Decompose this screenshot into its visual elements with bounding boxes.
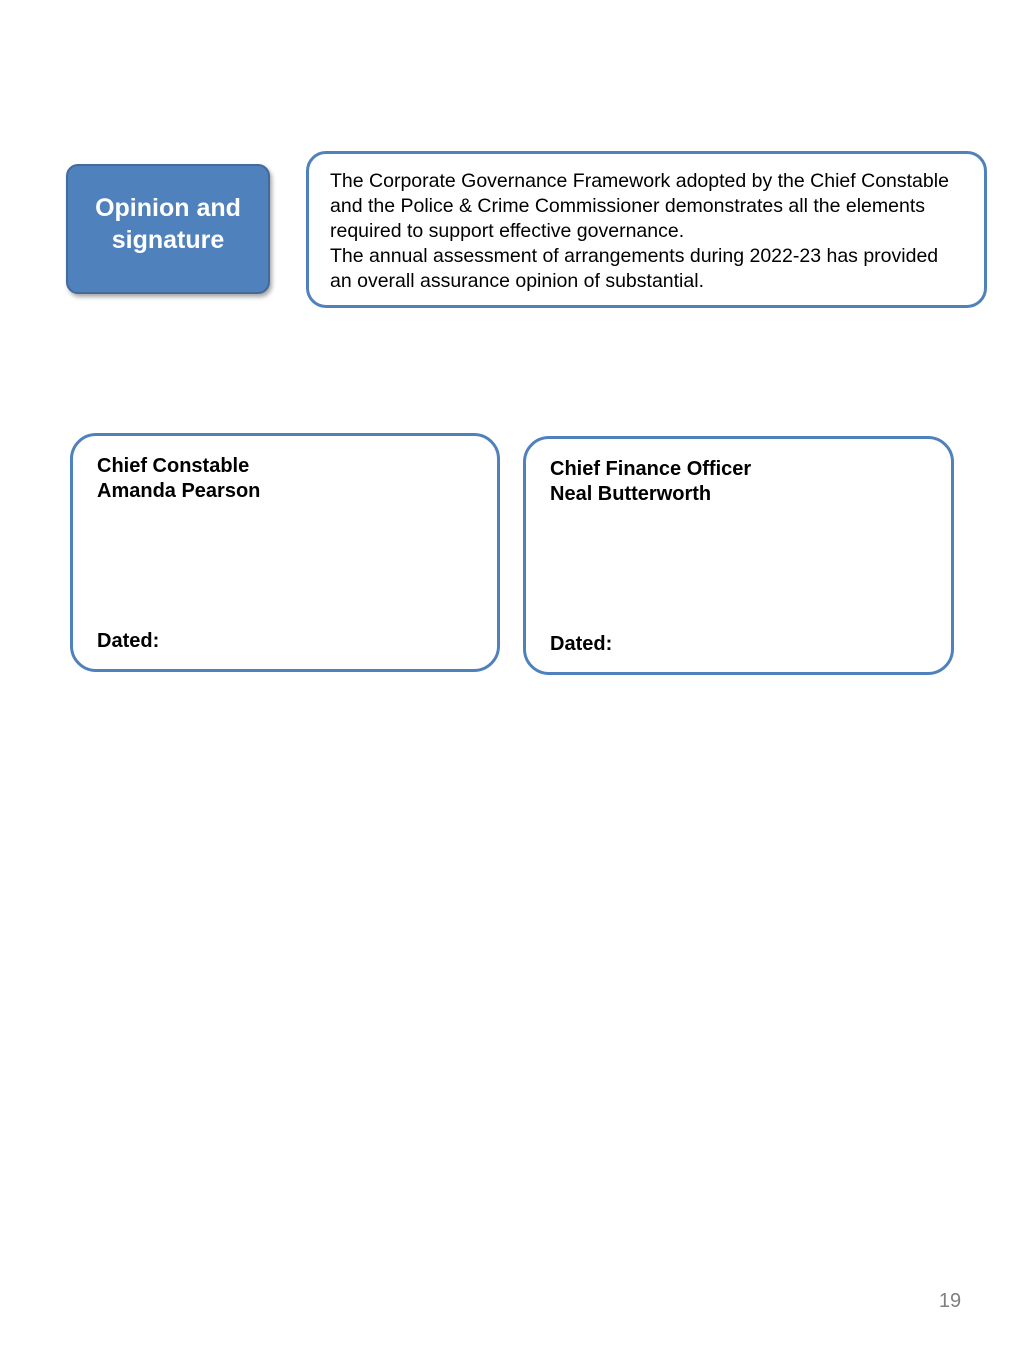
- opinion-paragraph-2: The annual assessment of arrangements during 2022-23 has provided an overall assurance opinion of substantial.: [330, 245, 939, 292]
- signatory-name: Neal Butterworth: [550, 483, 712, 505]
- section-tag: [66, 164, 270, 294]
- signatory-role: Chief Constable: [97, 455, 250, 477]
- page-number: 19: [938, 1290, 962, 1312]
- signatory-role: Chief Finance Officer: [550, 458, 752, 480]
- signature-box-chief-constable: [70, 433, 500, 672]
- dated-label: Dated:: [97, 630, 160, 652]
- signatory-heading: [97, 454, 260, 504]
- opinion-paragraph-1: The Corporate Governance Framework adopted by the Chief Constable and the Police & Crime Commissioner demonstrates all the elements required to support effective governance.: [330, 170, 949, 242]
- opinion-statement-box: [306, 151, 987, 308]
- signatory-name: Amanda Pearson: [97, 480, 261, 502]
- dated-label: Dated:: [550, 633, 613, 655]
- signatory-heading: [550, 457, 751, 507]
- section-tag-label: Opinion and signature: [95, 194, 241, 254]
- signature-box-chief-finance-officer: [523, 436, 954, 675]
